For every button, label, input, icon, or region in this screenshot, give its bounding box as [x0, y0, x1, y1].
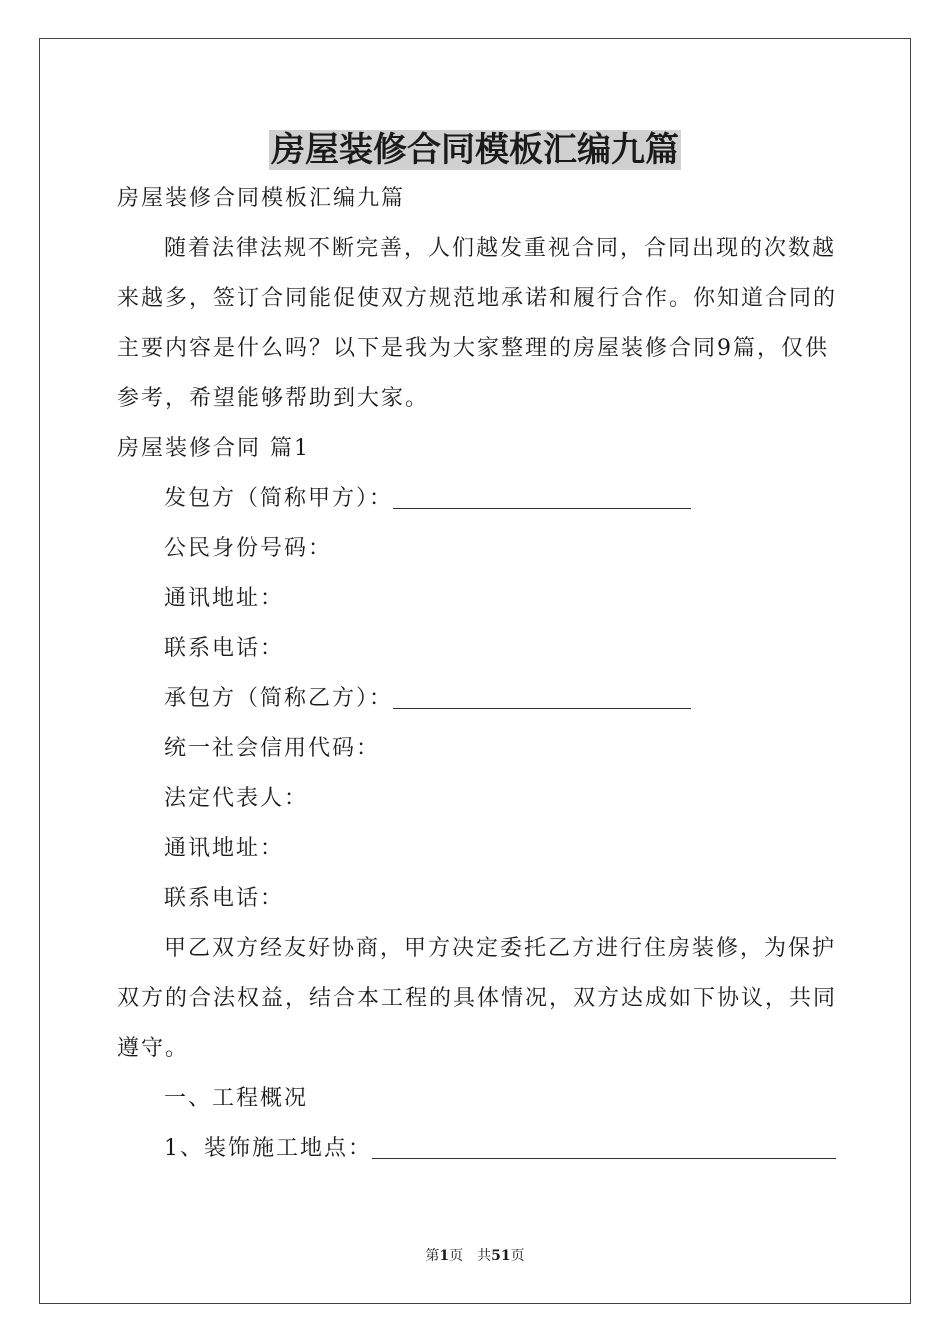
party-b-line: 承包方（简称乙方）： [117, 674, 835, 724]
footer-suffix: 页 [510, 1248, 525, 1264]
subtitle-line: 房屋装修合同模板汇编九篇 [117, 186, 406, 211]
agreement-line-3: 遵守。 [117, 1036, 190, 1061]
section-heading: 房屋装修合同 篇1 [117, 436, 310, 461]
page-footer [0, 1246, 950, 1266]
project-overview-heading: 一、工程概况 [164, 1086, 309, 1111]
credit-code-line: 统一社会信用代码： [164, 736, 381, 761]
id-number-line: 公民身份号码： [164, 536, 333, 561]
party-b-blank [393, 674, 691, 709]
intro-line-4: 参考，希望能够帮助到大家。 [117, 386, 430, 411]
intro-line-3: 主要内容是什么吗？以下是我为大家整理的房屋装修合同9篇，仅供 [117, 336, 829, 361]
total-page-count: 51 [491, 1248, 511, 1264]
footer-mid: 页 共 [449, 1248, 492, 1264]
phone-line-b: 联系电话： [164, 886, 285, 911]
document-title: 房屋装修合同模板汇编九篇 [271, 130, 679, 170]
agreement-line-1: 甲乙双方经友好协商，甲方决定委托乙方进行住房装修，为保护 [164, 936, 837, 961]
legal-rep-line: 法定代表人： [164, 786, 309, 811]
address-line-a: 通讯地址： [164, 586, 285, 611]
site-location-blank [372, 1124, 836, 1159]
phone-line-a: 联系电话： [164, 636, 285, 661]
current-page-number: 1 [439, 1248, 450, 1264]
agreement-line-2: 双方的合法权益，结合本工程的具体情况，双方达成如下协议，共同 [117, 986, 838, 1011]
party-a-line: 发包方（简称甲方）： [117, 474, 835, 524]
intro-line-2: 来越多，签订合同能促使双方规范地承诺和履行合作。你知道合同的 [117, 286, 838, 311]
address-line-b: 通讯地址： [164, 836, 285, 861]
document-body [117, 174, 838, 1174]
party-a-blank [393, 474, 691, 509]
intro-line-1: 随着法律法规不断完善，人们越发重视合同，合同出现的次数越 [164, 236, 837, 261]
footer-prefix: 第 [425, 1248, 440, 1264]
site-location-line: 1、装饰施工地点： [117, 1124, 835, 1174]
